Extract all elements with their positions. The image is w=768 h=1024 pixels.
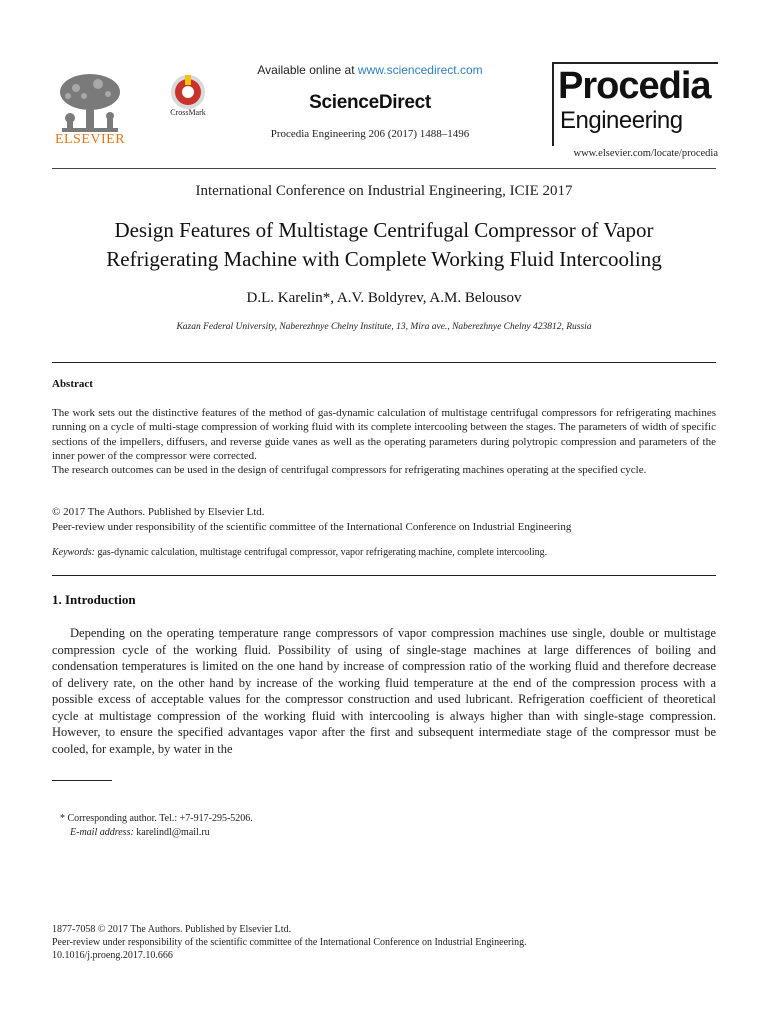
introduction-body	[52, 625, 716, 757]
email-label: E-mail address:	[70, 827, 134, 838]
available-online	[220, 63, 520, 77]
abstract-body	[52, 406, 716, 477]
paper-title	[52, 216, 716, 274]
available-online-prefix: Available online at	[257, 63, 355, 77]
section-divider	[52, 575, 716, 576]
peer-review-footer: Peer-review under responsibility of the scientific committee of the International Conference on Industrial Engineering.	[52, 937, 527, 948]
keywords	[52, 547, 716, 558]
header-divider	[52, 168, 716, 169]
doi[interactable]: 10.1016/j.proeng.2017.10.666	[52, 950, 173, 961]
keywords-label: Keywords:	[52, 547, 95, 558]
abstract-paragraph-2: The research outcomes can be used in the design of centrifugal compressors for refrigerating machines operating at the specified cycle.	[52, 464, 647, 477]
publication-meta	[52, 923, 716, 962]
issn-line: 1877-7058 © 2017 The Authors. Published by Elsevier Ltd.	[52, 924, 292, 935]
paper-title-line-2: Refrigerating Machine with Complete Working Fluid Intercooling	[106, 247, 662, 271]
abstract-heading: Abstract	[52, 378, 93, 390]
introduction-heading: 1. Introduction	[52, 592, 136, 607]
email-line	[60, 826, 680, 840]
email-address[interactable]: karelindl@mail.ru	[136, 827, 210, 838]
crossmark-label: CrossMark	[170, 108, 206, 117]
sciencedirect-brand: ScienceDirect	[309, 92, 431, 113]
section-divider	[52, 362, 716, 363]
abstract-paragraph-1: The work sets out the distinctive features of the method of gas-dynamic calculation of multistage centrifugal compressors for refrigerating machines running on a cycle of multi-stage compression of working fluid with its complete intercooling between the stages. The parameters of width of specific sections of the impellers, diffusers, and reverse guide vanes as well as the operating parameters during polytropic compression and parameters of the inner power of the compressor were corrected.	[52, 407, 716, 462]
author-list: D.L. Karelin*, A.V. Boldyrev, A.M. Belousov	[246, 290, 522, 306]
copyright-block	[52, 505, 716, 535]
keywords-list: gas-dynamic calculation, multistage centrifugal compressor, vapor refrigerating machine, complete intercooling.	[97, 547, 548, 558]
affiliation: Kazan Federal University, Naberezhnye Chelny Institute, 13, Mira ave., Naberezhnye Chelny 423812, Russia	[176, 322, 592, 332]
introduction-paragraph: Depending on the operating temperature range compressors of vapor compression machines use single, double or multistage compression cycle of the working fluid. Possibility of using of single-stage machines at large differences of boiling and condensation temperatures is limited on the one hand by increase of compression ratio of the working fluid and therefore decrease of delivery rate, on the other hand by increase of the working fluid temperature at the end of the compression process with a possible excess of acceptable values for the compressor construction and used lubricant. Refrigeration coefficient of theoretical cycle at multistage compression of the working fluid with intercooling is always higher than with single-stage compression. However, to ensure the specified advantages vapor after the first and subsequent intermediate stage of the compressor must be cooled, for example, by water in the	[52, 626, 716, 756]
footnote-divider	[52, 780, 112, 781]
journal-url[interactable]: www.elsevier.com/locate/procedia	[573, 148, 718, 159]
elsevier-wordmark: ELSEVIER	[54, 132, 126, 147]
journal-logo-title: Procedia	[558, 65, 711, 107]
sciencedirect-link[interactable]: www.sciencedirect.com	[357, 63, 483, 77]
paper-title-line-1: Design Features of Multistage Centrifugal Compressor of Vapor	[114, 218, 654, 242]
peer-review-line: Peer-review under responsibility of the scientific committee of the International Conference on Industrial Engineering	[52, 521, 572, 533]
footnote	[60, 812, 680, 840]
copyright-line: © 2017 The Authors. Published by Elsevier Ltd.	[52, 506, 265, 518]
corresponding-author: * Corresponding author. Tel.: +7-917-295-5206.	[60, 813, 253, 824]
journal-logo-subtitle: Engineering	[560, 107, 683, 134]
journal-reference: Procedia Engineering 206 (2017) 1488–1496	[270, 128, 470, 140]
conference-name: International Conference on Industrial Engineering, ICIE 2017	[195, 183, 573, 199]
